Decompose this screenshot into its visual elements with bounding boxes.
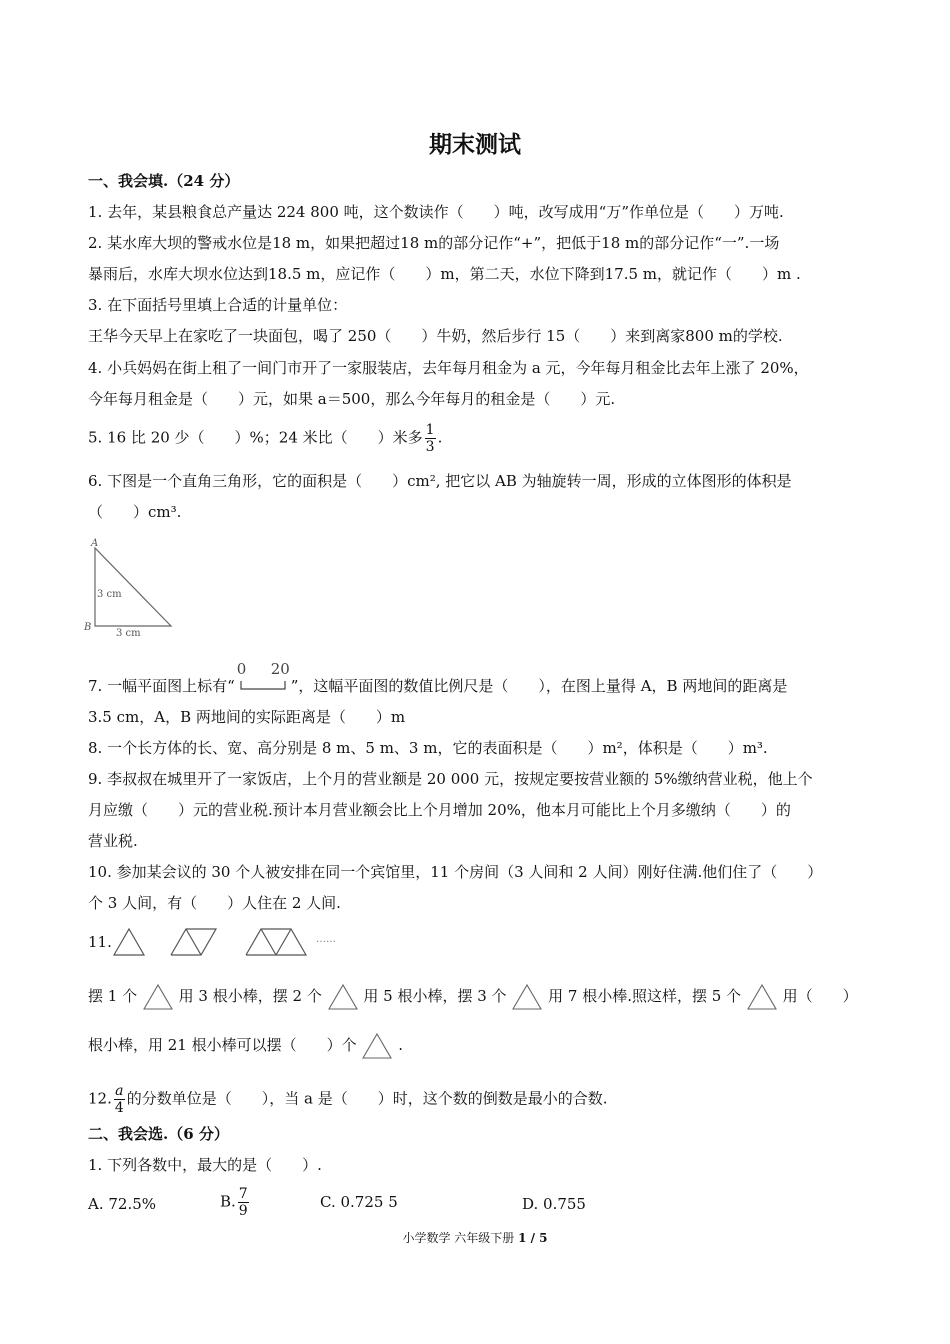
question-11-label: 11. (88, 933, 112, 951)
question-4-line-2: 今年每月租金是（ ）元，如果 a＝500，那么今年每月的租金是（ ）元. (88, 390, 616, 408)
scale-label-zero: 0 (236, 660, 247, 678)
fraction-seven-ninths (238, 1186, 249, 1219)
pattern-one-triangle (114, 929, 144, 955)
question-5 (88, 422, 442, 455)
question-11-text-5: 用（ ） (782, 987, 858, 1005)
question-3-line-1: 3. 在下面括号里填上合适的计量单位： (88, 296, 348, 314)
question-10-line-2: 个 3 人间，有（ ）人住在 2 人间. (88, 894, 341, 912)
question-11-text-7: . (398, 1036, 403, 1054)
page-footer (0, 1229, 950, 1246)
question-1: 1. 去年，某县粮食总产量达 224 800 吨，这个数读作（ ）吨，改写成用“万”作单位是（ ）万吨. (88, 203, 784, 221)
question-11-text-3: 用 5 根小棒，摆 3 个 (363, 987, 507, 1005)
fraction-one-third (425, 422, 436, 455)
question-2-line-2: 暴雨后，水库大坝水位达到18.5 m，应记作（ ）m，第二天，水位下降到17.5 m，就记作（ ）m . (88, 265, 801, 283)
triangle-icon (142, 983, 174, 1011)
scale-label-twenty: 20 (270, 660, 290, 678)
triangle-icon (361, 1032, 393, 1060)
question-11-text-1: 摆 1 个 (88, 987, 138, 1005)
question-8: 8. 一个长方体的长、宽、高分别是 8 m、5 m、3 m，它的表面积是（ ）m²，体积是（ ）m³. (88, 739, 768, 757)
question-12-text: 的分数单位是（ ），当 a 是（ ）时，这个数的倒数是最小的合数. (126, 1089, 608, 1108)
question-7-text-post: ”，这幅平面图的数值比例尺是（ ），在图上量得 A，B 两地间的距离是 (290, 677, 788, 695)
question-5-end: . (437, 428, 443, 447)
option-c: C. 0.725 5 (320, 1193, 398, 1211)
side-label-bc: 3 cm (116, 628, 141, 639)
right-triangle-shape (95, 548, 171, 626)
option-d: D. 0.755 (522, 1195, 586, 1213)
question-6-line-2: （ ）cm³. (88, 503, 182, 521)
pattern-ellipsis: …… (316, 934, 336, 945)
fraction-denominator: 4 (114, 1100, 124, 1116)
option-b (220, 1186, 251, 1219)
page-title: 期末测试 (429, 132, 521, 158)
side-label-ab: 3 cm (97, 589, 122, 600)
right-triangle-figure (82, 534, 182, 640)
page-number: 1 / 5 (518, 1231, 548, 1245)
fraction-denominator: 9 (238, 1203, 248, 1219)
question-6-line-1: 6. 下图是一个直角三角形，它的面积是（ ）cm², 把它以 AB 为轴旋转一周，形成的立体图形的体积是 (88, 472, 792, 490)
question-10-line-1: 10. 参加某会议的 30 个人被安排在同一个宾馆里，11 个房间（3 人间和 2 人间）刚好住满.他们住了（ ） (88, 863, 823, 881)
question-11-text-4: 用 7 根小棒.照这样，摆 5 个 (548, 987, 742, 1005)
question-3-line-2: 王华今天早上在家吃了一块面包，喝了 250（ ）牛奶，然后步行 15（ ）来到离家800 m的学校. (88, 327, 783, 345)
question-9-line-1: 9. 李叔叔在城里开了一家饭店，上个月的营业额是 20 000 元，按规定要按营业额的 5%缴纳营业税，他上个 (88, 770, 813, 788)
question-11-line-1 (88, 983, 858, 1011)
scale-bar-line (235, 677, 291, 697)
question-2-line-1: 2. 某水库大坝的警戒水位是18 m，如果把超过18 m的部分记作“+”，把低于18 m的部分记作“一”.一场 (88, 234, 780, 252)
question-7-line-2: 3.5 cm，A，B 两地间的实际距离是（ ）m (88, 708, 406, 726)
fraction-numerator: 1 (425, 422, 435, 438)
triangle-icon (327, 983, 359, 1011)
fraction-a-over-4 (114, 1083, 125, 1116)
triangle-pattern-figure (108, 924, 358, 958)
triangle-icon (511, 983, 543, 1011)
section2-question-1: 1. 下列各数中，最大的是（ ）. (88, 1156, 322, 1174)
question-7-line-1 (88, 660, 788, 697)
fraction-numerator: 7 (238, 1186, 248, 1202)
pattern-three-triangles (246, 929, 306, 955)
option-b-label: B. (220, 1192, 236, 1211)
vertex-label-b: B (84, 622, 92, 633)
question-12-number: 12. (88, 1089, 112, 1108)
question-9-line-3: 营业税. (88, 832, 138, 850)
question-12 (88, 1083, 608, 1116)
footer-text: 小学数学 六年级下册 (402, 1231, 519, 1245)
question-11-text-6: 根小棒，用 21 根小棒可以摆（ ）个 (88, 1036, 357, 1054)
fraction-numerator: a (115, 1083, 124, 1099)
section-heading-fill: 一、我会填.（24 分） (88, 172, 240, 190)
triangle-icon (746, 983, 778, 1011)
question-7-text-pre: 7. 一幅平面图上标有“ (88, 677, 235, 695)
fraction-denominator: 3 (425, 439, 435, 455)
scale-bar (235, 660, 291, 697)
section-heading-choose: 二、我会选.（6 分） (88, 1125, 229, 1143)
question-11-line-2 (88, 1032, 403, 1060)
question-9-line-2: 月应缴（ ）元的营业税.预计本月营业额会比上个月增加 20%，他本月可能比上个月多缴纳（ ）的 (88, 801, 791, 819)
option-a: A. 72.5% (88, 1195, 157, 1213)
question-5-text: 5. 16 比 20 少（ ）%；24 米比（ ）米多 (88, 428, 423, 447)
vertex-label-a: A (91, 538, 99, 549)
question-4-line-1: 4. 小兵妈妈在街上租了一间门市开了一家服装店，去年每月租金为 a 元，今年每月租金比去年上涨了 20%， (88, 359, 809, 377)
question-11-text-2: 用 3 根小棒，摆 2 个 (178, 987, 322, 1005)
